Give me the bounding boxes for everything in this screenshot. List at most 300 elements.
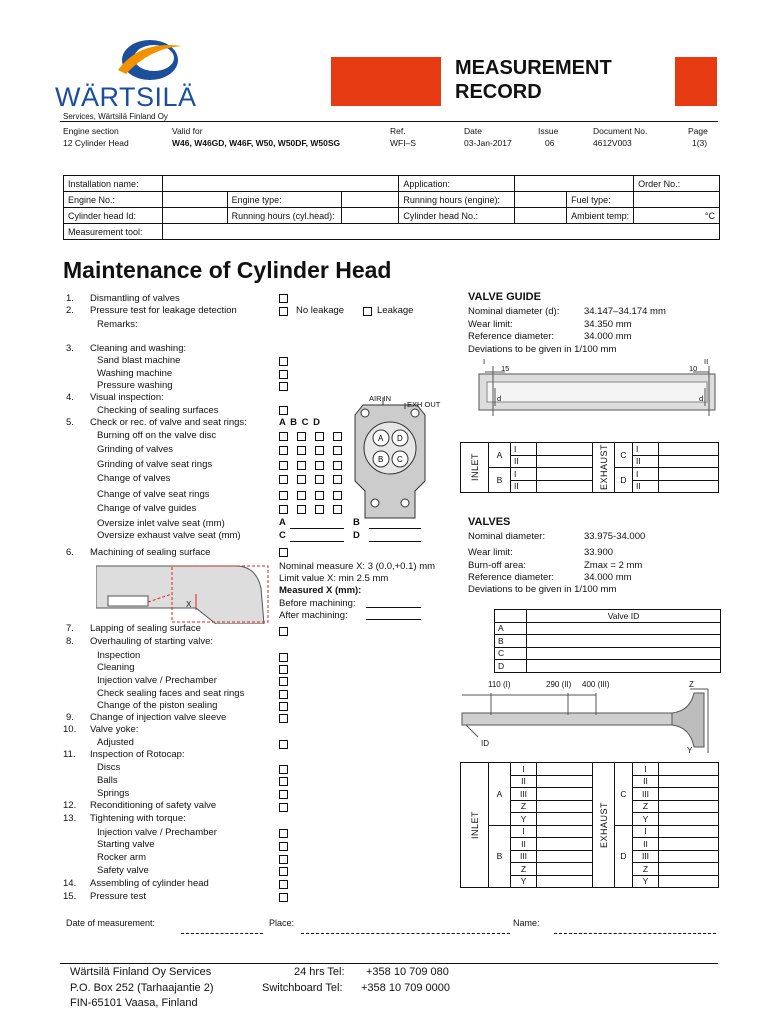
valve-row-label: Y: [511, 875, 537, 888]
checkbox[interactable]: [279, 370, 288, 379]
valve-cell[interactable]: [659, 850, 719, 863]
no-leakage-label: No leakage: [296, 305, 345, 316]
checkbox[interactable]: [279, 790, 288, 799]
application-label: Application:: [399, 176, 514, 192]
checkbox[interactable]: [279, 842, 288, 851]
valve-cell[interactable]: [659, 838, 719, 851]
valve-id-row-label: C: [495, 647, 527, 660]
hdr-label-date: Date: [464, 126, 482, 136]
item-label: Overhauling of starting valve:: [90, 636, 214, 647]
item-number: 4.: [66, 392, 74, 403]
date-measurement-field[interactable]: [181, 933, 263, 934]
cyl-head-no-field[interactable]: [514, 208, 566, 224]
valve-id-cell[interactable]: [527, 647, 721, 660]
checkbox[interactable]: [333, 461, 342, 470]
valve-row-label: III: [511, 850, 537, 863]
valve-row-label: Y: [633, 813, 659, 826]
valve-id-row-label: A: [495, 622, 527, 635]
oversize-c-label: C: [279, 530, 286, 541]
checkbox[interactable]: [297, 446, 306, 455]
item-label: Pressure test for leakage detection: [90, 305, 237, 316]
cylinder-head-drawing: [345, 393, 435, 523]
leakage-checkbox[interactable]: [363, 307, 372, 316]
checkbox[interactable]: [279, 548, 288, 557]
item-label: Change of valve guides: [97, 503, 197, 514]
vg-d-left: d: [497, 394, 502, 403]
vg-cell[interactable]: [537, 443, 593, 456]
item-label: Valve yoke:: [90, 724, 139, 735]
vg-row-label: I: [633, 468, 659, 481]
checkbox[interactable]: [279, 829, 288, 838]
checkbox[interactable]: [333, 491, 342, 500]
checkbox[interactable]: [297, 461, 306, 470]
item-label: Cleaning: [97, 662, 135, 673]
item-number: 10.: [63, 724, 77, 735]
vg-cell[interactable]: [659, 468, 719, 481]
item-label: Balls: [97, 775, 118, 786]
after-machining-field[interactable]: [366, 619, 421, 620]
vg-row-c: [615, 443, 633, 468]
before-machining-field[interactable]: [366, 607, 421, 608]
remarks-label: Remarks:: [97, 319, 138, 330]
vg-nominal-value: 34.147–34.174 mm: [584, 306, 666, 317]
checkbox[interactable]: [279, 665, 288, 674]
fuel-type-label: Fuel type:: [567, 192, 634, 208]
running-engine-field[interactable]: [514, 192, 566, 208]
vg-row-a: [489, 443, 511, 468]
vg-ref-label: Reference diameter:: [468, 331, 555, 342]
footer-24h-label: 24 hrs Tel:: [294, 966, 345, 978]
valve-cell[interactable]: [537, 850, 593, 863]
vg-row-label: I: [633, 443, 659, 456]
valve-row-label: Z: [633, 800, 659, 813]
hdr-value-valid: W46, W46GD, W46F, W50, W50DF, W50SG: [172, 138, 341, 148]
valve-cell[interactable]: [659, 800, 719, 813]
valve-cell[interactable]: [659, 875, 719, 888]
item-label: Rocker arm: [97, 852, 147, 863]
vg-dim-10: 10: [689, 364, 698, 373]
valve-row-label: I: [511, 763, 537, 776]
footer-switch-value: +358 10 709 0000: [361, 982, 451, 994]
ambient-label: Ambient temp:: [567, 208, 634, 224]
checkbox[interactable]: [279, 294, 288, 303]
checkbox[interactable]: [279, 446, 288, 455]
item-number: 13.: [63, 813, 77, 824]
item-label: Change of the piston sealing: [97, 700, 218, 711]
hdr-value-page: 1(3): [692, 138, 708, 148]
vg-dim-15: 15: [501, 364, 510, 373]
accent-box-right: [675, 57, 717, 106]
vg-cell[interactable]: [659, 455, 719, 468]
ambient-unit: °C: [704, 210, 715, 221]
vg-cell[interactable]: [537, 455, 593, 468]
item-label: Change of valve seat rings: [97, 489, 210, 500]
hdr-label-ref: Ref.: [390, 126, 406, 136]
checkbox[interactable]: [333, 446, 342, 455]
valve-id-row-label: B: [495, 635, 527, 648]
vg-exhaust-label: EXHAUST: [598, 444, 609, 491]
item-label: Grinding of valves: [97, 444, 174, 455]
vg-d-right: d: [699, 394, 704, 403]
vg-row-a-label: A: [496, 450, 503, 460]
item-label: Grinding of valve seat rings: [97, 459, 213, 470]
limit-value: Limit value X: min 2.5 mm: [279, 573, 389, 584]
item-label: Sand blast machine: [97, 355, 181, 366]
footer-switch-label: Switchboard Tel:: [262, 982, 343, 994]
footer-24h-value: +358 10 709 080: [366, 966, 449, 978]
item-label: Dismantling of valves: [90, 293, 180, 304]
valve-cell[interactable]: [659, 775, 719, 788]
footer-city: FIN-65101 Vaasa, Finland: [70, 997, 198, 1009]
item-label: Oversize exhaust valve seat (mm): [97, 530, 241, 541]
footer-address: P.O. Box 252 (Tarhaajantie 2): [70, 982, 214, 994]
checkbox[interactable]: [315, 461, 324, 470]
vg-deviation-note: Deviations to be given in 1/100 mm: [468, 344, 617, 355]
vg-cell[interactable]: [537, 480, 593, 493]
valve-id-cell[interactable]: [527, 622, 721, 635]
valve-row-label: Z: [633, 863, 659, 876]
item-number: 6.: [66, 547, 74, 558]
valves-deviation-note: Deviations to be given in 1/100 mm: [468, 584, 617, 595]
valve-row-label: III: [511, 788, 537, 801]
valve-row-label: III: [633, 788, 659, 801]
place-field[interactable]: [301, 933, 510, 934]
valve-cell[interactable]: [537, 838, 593, 851]
item-number: 3.: [66, 343, 74, 354]
item-label: Inspection of Rotocap:: [90, 749, 185, 760]
checkbox[interactable]: [279, 765, 288, 774]
checkbox[interactable]: [279, 893, 288, 902]
valve-group-label: D: [615, 825, 633, 888]
svg-text:C: C: [397, 455, 403, 464]
running-cyl-label: Running hours (cyl.head):: [227, 208, 342, 224]
checkbox[interactable]: [315, 475, 324, 484]
svg-text:A: A: [378, 434, 384, 443]
checkbox[interactable]: [315, 432, 324, 441]
checkbox[interactable]: [297, 432, 306, 441]
checkbox[interactable]: [279, 382, 288, 391]
info-table: [63, 175, 720, 240]
checkbox[interactable]: [279, 432, 288, 441]
engine-no-field[interactable]: [163, 192, 228, 208]
vg-row-b: [489, 468, 511, 493]
checkbox[interactable]: [279, 461, 288, 470]
vg-mark-i: I: [483, 357, 486, 366]
svg-text:D: D: [397, 434, 403, 443]
hdr-label-valid: Valid for: [172, 126, 203, 136]
measured-x: Measured X (mm):: [279, 585, 362, 596]
valve-cell[interactable]: [659, 763, 719, 776]
item-number: 15.: [63, 891, 77, 902]
running-engine-label: Running hours (engine):: [399, 192, 514, 208]
valve-cell[interactable]: [659, 788, 719, 801]
tool-field[interactable]: [163, 224, 720, 240]
item-label: Pressure washing: [97, 380, 173, 391]
checkbox[interactable]: [279, 777, 288, 786]
before-machining-label: Before machining:: [279, 598, 356, 609]
valve-id-label: ID: [481, 739, 489, 748]
vg-row-label: II: [511, 455, 537, 468]
valve-cell[interactable]: [537, 813, 593, 826]
vg-wear-label: Wear limit:: [468, 319, 513, 330]
item-label: Burning off on the valve disc: [97, 430, 217, 441]
valve-exhaust-label: EXHAUST: [598, 801, 609, 848]
item-number: 2.: [66, 305, 74, 316]
valve-cell[interactable]: [537, 800, 593, 813]
valve-cell[interactable]: [659, 863, 719, 876]
exh-out-label: EXH OUT: [407, 400, 441, 409]
valve-cell[interactable]: [537, 763, 593, 776]
sealing-surface-drawing: [96, 558, 271, 624]
logo-subtitle: Services, Wärtsilä Finland Oy: [63, 112, 168, 121]
cyl-head-id-label: Cylinder head Id:: [64, 208, 163, 224]
hdr-value-docno: 4612V003: [593, 138, 632, 148]
hdr-value-issue: 06: [545, 138, 555, 148]
item-label: Machining of sealing surface: [90, 547, 211, 558]
cyl-head-id-field[interactable]: [163, 208, 228, 224]
item-number: 5.: [66, 417, 74, 428]
valve-row-label: II: [633, 775, 659, 788]
valve-row-label: II: [511, 838, 537, 851]
vg-cell[interactable]: [537, 468, 593, 481]
item-label: Discs: [97, 762, 121, 773]
item-number: 14.: [63, 878, 77, 889]
vg-row-d: [615, 468, 633, 493]
valves-ref-value: 34.000 mm: [584, 572, 632, 583]
item-label: Reconditioning of safety valve: [90, 800, 217, 811]
name-field[interactable]: [554, 933, 716, 934]
nominal-measure: Nominal measure X: 3 (0.0,+0.1) mm: [279, 561, 436, 572]
valve-row-label: II: [511, 775, 537, 788]
vg-row-c-label: C: [620, 450, 627, 460]
item-label: Injection valve / Prechamber: [97, 827, 217, 838]
valve-row-label: Y: [633, 875, 659, 888]
item-label: Pressure test: [90, 891, 146, 902]
valve-group-label: B: [489, 825, 511, 888]
checkbox[interactable]: [315, 446, 324, 455]
item-label: Lapping of sealing surface: [90, 623, 201, 634]
engine-no-label: Engine No.:: [64, 192, 163, 208]
item-label: Injection valve / Prechamber: [97, 675, 217, 686]
checkbox[interactable]: [315, 491, 324, 500]
hdr-label-section: Engine section: [63, 126, 119, 136]
tool-label: Measurement tool:: [64, 224, 163, 240]
item-number: 11.: [63, 749, 76, 760]
footer-rule: [60, 963, 718, 964]
item-number: 1.: [66, 293, 74, 304]
checkbox[interactable]: [279, 702, 288, 711]
cyl-head-no-label: Cylinder head No.:: [399, 208, 514, 224]
oversize-d-field[interactable]: [369, 541, 421, 542]
item-label: Adjusted: [97, 737, 134, 748]
valve-id-table: [494, 609, 721, 673]
header-rule: [60, 121, 718, 122]
hdr-value-section: 12 Cylinder Head: [63, 138, 129, 148]
item-label: Change of valves: [97, 473, 171, 484]
valve-group-label: A: [489, 763, 511, 826]
item-label: Visual inspection:: [90, 392, 164, 403]
valve-id-header: Valve ID: [527, 610, 721, 623]
valves-nominal-value: 33.975-34.000: [584, 531, 646, 542]
checkbox[interactable]: [279, 740, 288, 749]
oversize-b-field[interactable]: [369, 528, 421, 529]
footer-company: Wärtsilä Finland Oy Services: [70, 966, 212, 978]
oversize-d-label: D: [353, 530, 360, 541]
doc-title-line2: RECORD: [455, 81, 542, 103]
item-label: Cleaning and washing:: [90, 343, 187, 354]
item-label: Check sealing faces and seat rings: [97, 688, 245, 699]
vg-ref-value: 34.000 mm: [584, 331, 632, 342]
valve-row-label: I: [633, 825, 659, 838]
date-measurement-label: Date of measurement:: [66, 918, 156, 928]
page-heading: Maintenance of Cylinder Head: [63, 257, 392, 283]
checkbox[interactable]: [279, 690, 288, 699]
vg-row-label: I: [511, 443, 537, 456]
doc-title-line1: MEASUREMENT: [455, 57, 612, 79]
after-machining-label: After machining:: [279, 610, 348, 621]
checkbox[interactable]: [297, 491, 306, 500]
valves-ref-label: Reference diameter:: [468, 572, 555, 583]
checkbox[interactable]: [333, 475, 342, 484]
valves-wear-label: Wear limit:: [468, 547, 513, 558]
checkbox[interactable]: [279, 880, 288, 889]
item-number: 12.: [63, 800, 77, 811]
ambient-field[interactable]: [634, 208, 720, 224]
item-label: Starting valve: [97, 839, 155, 850]
accent-box-left: [331, 57, 441, 106]
name-label: Name:: [513, 918, 540, 928]
no-leakage-checkbox[interactable]: [279, 307, 288, 316]
item-number: 7.: [66, 623, 74, 634]
vg-row-label: I: [511, 468, 537, 481]
abcd-header: A B C D: [279, 417, 321, 428]
valve-cell[interactable]: [537, 788, 593, 801]
vg-row-d-label: D: [620, 475, 627, 485]
valve-measure-table: [460, 762, 719, 888]
valve-cell[interactable]: [537, 875, 593, 888]
installation-field[interactable]: [163, 176, 399, 192]
checkbox[interactable]: [279, 653, 288, 662]
vg-row-label: II: [511, 480, 537, 493]
checkbox[interactable]: [279, 505, 288, 514]
checkbox[interactable]: [279, 714, 288, 723]
air-in-label: AIR IN: [369, 394, 392, 403]
checkbox[interactable]: [279, 677, 288, 686]
vg-nominal-label: Nominal diameter (d):: [468, 306, 560, 317]
hdr-label-issue: Issue: [538, 126, 559, 136]
valve-drawing: [458, 685, 720, 757]
checkbox[interactable]: [279, 491, 288, 500]
application-field[interactable]: [514, 176, 633, 192]
item-label: Oversize inlet valve seat (mm): [97, 518, 225, 529]
item-number: 9.: [66, 712, 74, 723]
hdr-value-ref: WFI–S: [390, 138, 416, 148]
valve-row-label: II: [633, 838, 659, 851]
vg-row-label: II: [633, 480, 659, 493]
valve-guide-table: [460, 442, 719, 493]
item-label: Checking of sealing surfaces: [97, 405, 219, 416]
valves-wear-value: 33.900: [584, 547, 614, 558]
hdr-label-page: Page: [688, 126, 708, 136]
leakage-label: Leakage: [377, 305, 414, 316]
checkbox[interactable]: [279, 406, 288, 415]
valve-row-label: III: [633, 850, 659, 863]
wartsila-logo-swoosh: [110, 34, 190, 86]
item-label: Check or rec. of valve and seat rings:: [90, 417, 247, 428]
oversize-a-field[interactable]: [290, 528, 344, 529]
checkbox[interactable]: [297, 505, 306, 514]
engine-type-field[interactable]: [342, 192, 399, 208]
checkbox[interactable]: [279, 855, 288, 864]
valve-id-cell[interactable]: [527, 660, 721, 673]
valve-id-row-label: D: [495, 660, 527, 673]
valves-burn-label: Burn-off area:: [468, 560, 526, 571]
checkbox[interactable]: [279, 867, 288, 876]
item-label: Safety valve: [97, 865, 149, 876]
valve-row-label: I: [511, 825, 537, 838]
svg-text:B: B: [378, 455, 384, 464]
checkbox[interactable]: [315, 505, 324, 514]
valves-nominal-label: Nominal diameter:: [468, 531, 546, 542]
vg-row-label: II: [633, 455, 659, 468]
item-label: Washing machine: [97, 368, 173, 379]
valve-cell[interactable]: [537, 775, 593, 788]
valve-row-label: Z: [511, 863, 537, 876]
vg-inlet-label: INLET: [469, 453, 480, 482]
oversize-b-label: B: [353, 517, 360, 528]
valve-cell[interactable]: [537, 825, 593, 838]
item-label: Assembling of cylinder head: [90, 878, 209, 889]
checkbox[interactable]: [279, 627, 288, 636]
valve-z-label: Z: [689, 680, 694, 689]
logo-text: WÄRTSILÄ: [55, 82, 197, 112]
item-label: Inspection: [97, 650, 141, 661]
oversize-a-label: A: [279, 517, 286, 528]
valve-id-cell[interactable]: [527, 635, 721, 648]
checkbox[interactable]: [333, 432, 342, 441]
running-cyl-field[interactable]: [342, 208, 399, 224]
hdr-label-docno: Document No.: [593, 126, 648, 136]
valve-row-label: I: [633, 763, 659, 776]
valve-pos-400: 400 (III): [582, 680, 610, 689]
valve-row-label: Y: [511, 813, 537, 826]
place-label: Place:: [269, 918, 295, 928]
oversize-c-field[interactable]: [290, 541, 344, 542]
fuel-type-field[interactable]: [634, 192, 720, 208]
vg-row-b-label: B: [496, 475, 503, 485]
checkbox[interactable]: [279, 803, 288, 812]
valve-cell[interactable]: [537, 863, 593, 876]
engine-type-label: Engine type:: [227, 192, 342, 208]
vg-cell[interactable]: [659, 480, 719, 493]
valve-pos-290: 290 (II): [546, 680, 572, 689]
vg-cell[interactable]: [659, 443, 719, 456]
vg-wear-value: 34.350 mm: [584, 319, 632, 330]
valves-title: VALVES: [468, 516, 511, 528]
item-label: Tightening with torque:: [90, 813, 186, 824]
checkbox[interactable]: [333, 505, 342, 514]
item-number: 8.: [66, 636, 74, 647]
valve-pos-110: 110 (I): [488, 680, 511, 689]
checkbox[interactable]: [297, 475, 306, 484]
checkbox[interactable]: [279, 475, 288, 484]
item-label: Springs: [97, 788, 130, 799]
valve-y-label: Y: [687, 746, 693, 755]
checkbox[interactable]: [279, 357, 288, 366]
valve-cell[interactable]: [659, 825, 719, 838]
x-dimension-label: X: [186, 600, 192, 609]
valve-cell[interactable]: [659, 813, 719, 826]
